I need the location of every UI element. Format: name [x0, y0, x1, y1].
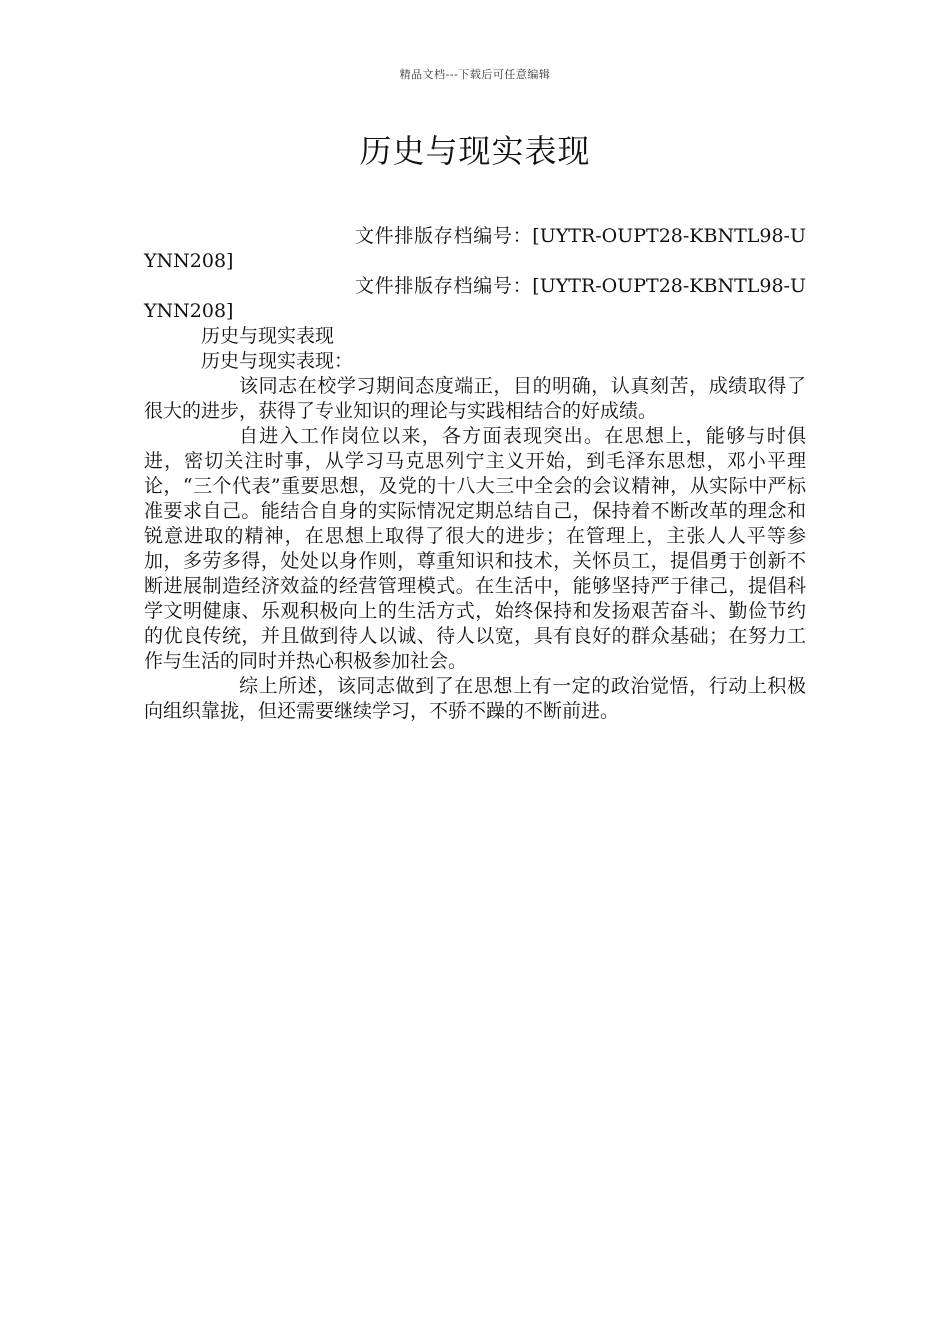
- body-paragraph: 该同志在校学习期间态度端正，目的明确，认真刻苦，成绩取得了很大的进步，获得了专业知识的理论与实践相结合的好成绩。: [144, 375, 806, 422]
- archive-number-line: 文件排版存档编号：[UYTR-OUPT28-KBNTL98-UYNN208]: [144, 225, 806, 272]
- body-paragraph: 自进入工作岗位以来，各方面表现突出。在思想上，能够与时俱进，密切关注时事，从学习马克思列宁主义开始，到毛泽东思想，邓小平理论，“三个代表”重要思想，及党的十八大三中全会的会议精神，从实际中严标准要求自己。能结合自身的实际情况定期总结自己，保持着不断改革的理念和锐意进取的精神，在思想上取得了很大的进步；在管理上，主张人人平等参加，多劳多得，处处以身作则，尊重知识和技术，关怀员工，提倡勇于创新不断进展制造经济效益的经营管理模式。在生活中，能够坚持严于律己，提倡科学文明健康、乐观积极向上的生活方式，始终保持和发扬艰苦奋斗、勤俭节约的优良传统，并且做到待人以诚、待人以宽，具有良好的群众基础；在努力工作与生活的同时并热心积极参加社会。: [144, 425, 806, 672]
- archive-number-line: 文件排版存档编号：[UYTR-OUPT28-KBNTL98-UYNN208]: [144, 275, 806, 322]
- document-body: [144, 224, 806, 724]
- subheading: 历史与现实表现：: [201, 350, 354, 372]
- document-title: 历史与现实表现: [359, 132, 591, 170]
- body-paragraph: 综上所述，该同志做到了在思想上有一定的政治觉悟，行动上积极向组织靠拢，但还需要继续学习，不骄不躁的不断前进。: [144, 675, 806, 722]
- subheading: 历史与现实表现: [201, 325, 335, 347]
- header-note: 精品文档---下载后可任意编辑: [399, 68, 551, 81]
